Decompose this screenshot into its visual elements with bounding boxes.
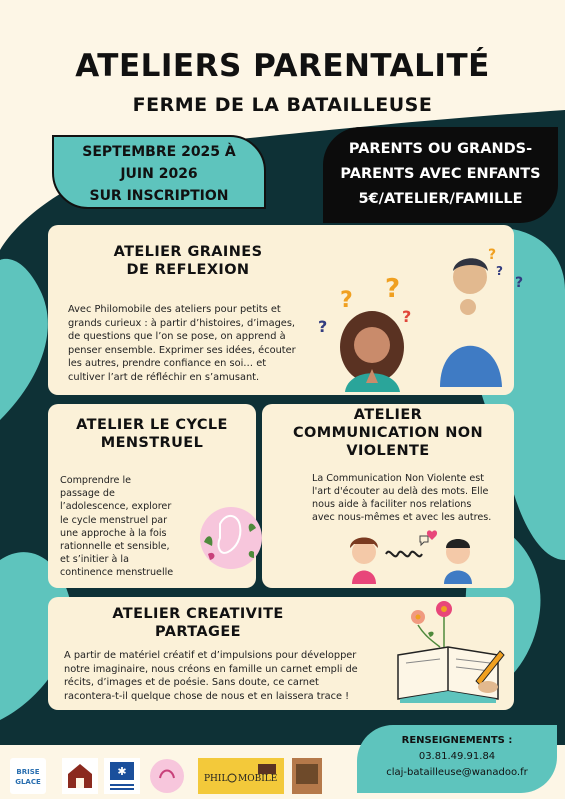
text-line: racontera-t-il quelque chose de nous et en laissera trace ! — [64, 690, 350, 702]
text-line: cultiver l’art de réfléchir en s’amusant. — [68, 371, 260, 383]
text-line: continence menstruelle — [60, 567, 174, 579]
svg-text:PHIL: PHIL — [204, 774, 228, 784]
workshop-title-line: COMMUNICATION NON — [292, 425, 484, 441]
philomobile-logo — [198, 758, 284, 794]
menstrual-cycle-illustration — [198, 502, 264, 574]
svg-text:?: ? — [385, 274, 401, 304]
svg-text:?: ? — [496, 264, 503, 278]
workshop-card-cnv — [262, 404, 514, 588]
dates-line1: SEPTEMBRE 2025 À — [82, 144, 236, 160]
workshop-title-line: PARTAGEE — [155, 624, 241, 640]
workshop-description — [312, 472, 512, 524]
philomobile-logo-icon — [198, 758, 284, 794]
partner-logo — [148, 758, 186, 794]
text-line: le cycle menstruel par — [60, 514, 168, 526]
workshop-description — [68, 303, 328, 385]
svg-text:MOBILE: MOBILE — [238, 774, 278, 784]
workshop-title — [58, 416, 246, 452]
text-line: passage de — [60, 488, 115, 500]
svg-text:?: ? — [402, 307, 412, 326]
audience-badge — [323, 127, 558, 223]
partner-logo-icon — [148, 758, 186, 794]
svg-text:BRISE: BRISE — [16, 768, 40, 776]
workshop-description — [64, 649, 394, 703]
text-line: A partir de matériel créatif et d’impulsions pour développer — [64, 650, 357, 661]
brise-glace-logo-icon — [10, 758, 46, 794]
text-line: avec nous-mêmes et avec les autres. — [312, 512, 492, 523]
workshop-title-line: ATELIER — [353, 407, 423, 423]
caf-logo-icon — [104, 758, 140, 794]
workshop-title-line: DE REFLEXION — [126, 262, 250, 278]
text-line: rationnelle et sensible, — [60, 541, 170, 553]
svg-text:GLACE: GLACE — [15, 778, 41, 786]
text-line: les autres, prendre confiance en soi… et — [68, 358, 267, 370]
farm-logo-icon — [62, 758, 98, 794]
text-line: et s’initier à la — [60, 554, 129, 566]
children-talking-illustration — [340, 528, 480, 584]
workshop-card-graines — [48, 225, 524, 395]
audience-line2: PARENTS AVEC ENFANTS — [340, 166, 541, 182]
text-line: grands curieux : à partir d’histoires, d’images, — [68, 317, 296, 329]
workshop-description — [60, 474, 190, 580]
book-logo — [292, 758, 322, 794]
text-line: récits, d’images et de poésie. Sans doute, ce carnet — [64, 677, 319, 689]
svg-text:?: ? — [488, 247, 497, 263]
text-line: une approche à la fois — [60, 527, 167, 539]
audience-line3: 5€/ATELIER/FAMILLE — [358, 191, 523, 207]
workshop-title — [88, 243, 288, 279]
text-line: nous aide à faciliter nos relations — [312, 499, 472, 510]
svg-text:?: ? — [340, 288, 353, 313]
text-line: penser ensemble. Exprimer ses idées, écouter — [68, 344, 296, 356]
svg-text:?: ? — [318, 317, 328, 336]
svg-text:?: ? — [515, 275, 524, 291]
workshop-title — [268, 406, 508, 460]
page-subtitle: FERME DE LA BATAILLEUSE — [132, 94, 433, 116]
text-line: l’adolescence, explorer — [60, 501, 172, 513]
text-line: Avec Philomobile des ateliers pour petits et — [68, 304, 281, 315]
contact-phone[interactable]: 03.81.49.91.84 — [418, 751, 496, 762]
book-cover-icon — [292, 758, 322, 794]
thinking-people-illustration — [310, 237, 524, 392]
text-line: La Communication Non Violente est — [312, 473, 485, 484]
dates-line2: JUIN 2026 — [120, 166, 198, 182]
contact-box — [357, 725, 557, 793]
brise-glace-logo — [10, 758, 46, 794]
workshop-card-cycle — [48, 404, 256, 588]
contact-email[interactable]: claj-batailleuse@wanadoo.fr — [386, 767, 528, 778]
audience-line1: PARENTS OU GRANDS- — [348, 141, 533, 157]
batailleuse-logo — [62, 758, 98, 794]
text-line: l'art d'écouter au delà des mots. Elle — [312, 486, 489, 497]
text-line: de questions que l’on se pose, on apprend à — [68, 331, 286, 343]
text-line: Comprendre le — [60, 475, 132, 486]
contact-label: RENSEIGNEMENTS : — [401, 735, 513, 746]
caf-logo — [104, 758, 140, 794]
svg-text:✱: ✱ — [117, 765, 127, 778]
workshop-title — [78, 605, 318, 641]
dates-line3: SUR INSCRIPTION — [89, 188, 229, 204]
page-title: ATELIERS PARENTALITÉ — [75, 48, 490, 84]
workshop-title-line: MENSTRUEL — [100, 435, 204, 451]
workshop-title-line: ATELIER LE CYCLE — [76, 417, 228, 433]
dates-badge — [52, 135, 266, 209]
text-line: notre imaginaire, nous créons en famille un carnet empli de — [64, 663, 358, 675]
workshop-title-line: ATELIER GRAINES — [113, 244, 263, 260]
workshop-title-line: VIOLENTE — [346, 443, 430, 459]
workshop-card-creativite — [48, 597, 514, 710]
notebook-flowers-illustration — [388, 595, 510, 707]
workshop-title-line: ATELIER CREATIVITE — [112, 606, 284, 622]
